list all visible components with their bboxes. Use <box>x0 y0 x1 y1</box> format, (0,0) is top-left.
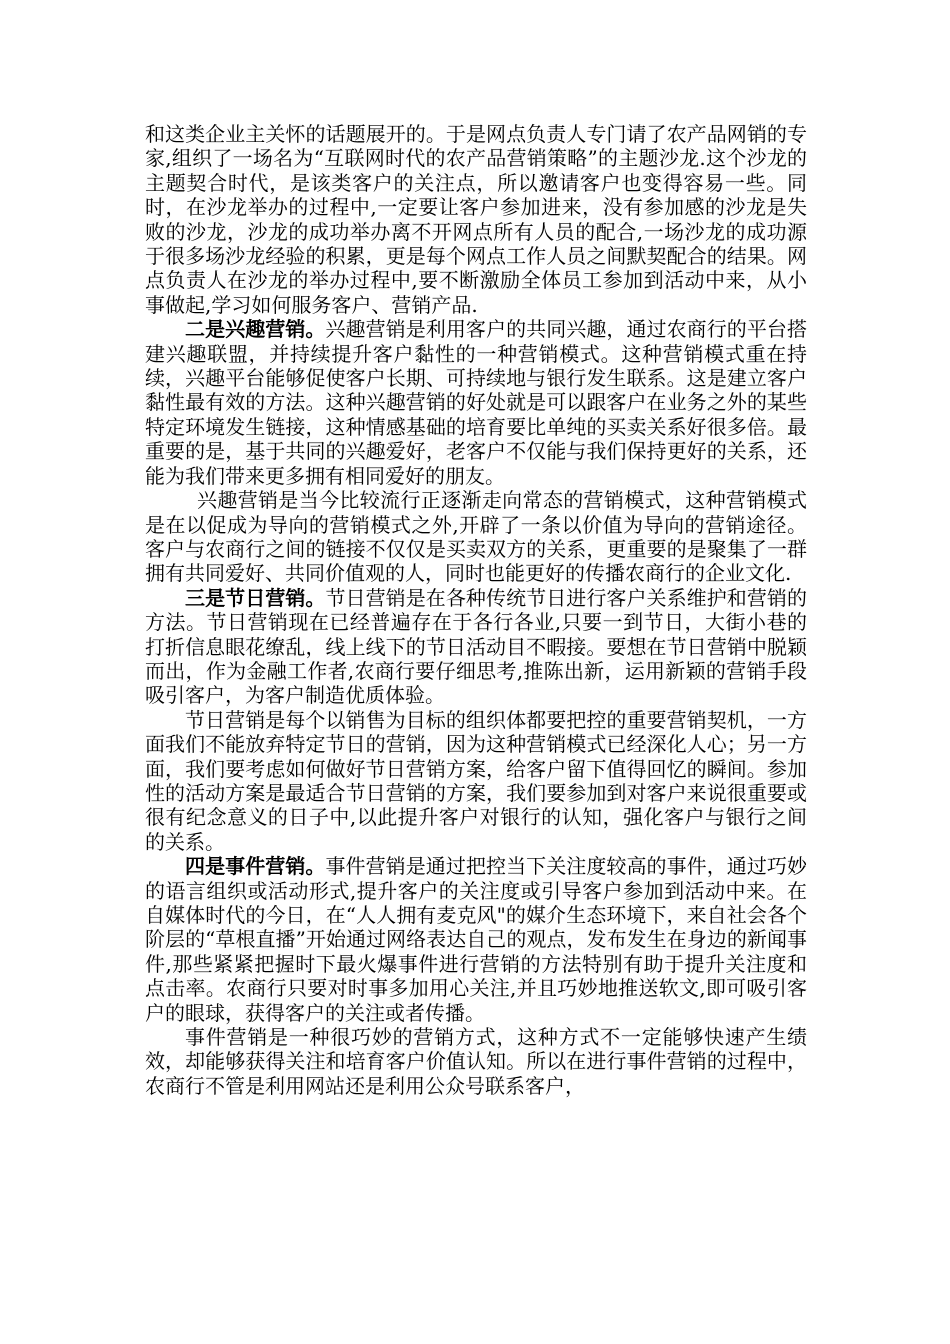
paragraph-text: 事件营销是一种很巧妙的营销方式，这种方式不一定能够快速产生绩效，却能够获得关注和培育客户价值认知。所以在进行事件营销的过程中，农商行不管是利用网站还是利用公众号联系客户， <box>145 1025 807 1098</box>
paragraph-interest-marketing <box>145 317 807 488</box>
paragraph-interest-marketing-value <box>145 488 807 586</box>
paragraph-salon-continuation <box>145 122 807 317</box>
paragraph-text: 节日营销是在各种传统节日进行客户关系维护和营销的方法。节日营销现在已经普遍存在于各行各业,只要一到节日，大街小巷的打折信息眼花缭乱，线上线下的节日活动目不暇接。要想在节日营销中脱颖而出，作为金融工作者,农商行要仔细思考,推陈出新，运用新颖的营销手段吸引客户，为客户制造优质体验。 <box>145 585 808 708</box>
paragraph-text: 兴趣营销是当今比较流行正逐渐走向常态的营销模式，这种营销模式是在以促成为导向的营销模式之外,开辟了一条以价值为导向的营销途径。客户与农商行之间的链接不仅仅是买卖双方的关系，更重要的是聚集了一群拥有共同爱好、共同价值观的人，同时也能更好的传播农商行的企业文化. <box>145 488 807 586</box>
paragraph-holiday-marketing <box>145 586 807 708</box>
paragraph-text: 事件营销是通过把控当下关注度较高的事件，通过巧妙的语言组织或活动形式,提升客户的关注度或引导客户参加到活动中来。在自媒体时代的今日，在“人人拥有麦克风"的媒介生态环境下，来自社会各个阶层的“草根直播”开始通过网络表达自己的观点，发布发生在身边的新闻事件,那些紧紧把握时下最火爆事件进行营销的方法特别有助于提升关注度和点击率。农商行只要对时事多加用心关注,并且巧妙地推送软文,即可吸引客户的眼球，获得客户的关注或者传播。 <box>145 854 808 1025</box>
section-heading-interest-marketing: 二是兴趣营销。 <box>185 317 326 342</box>
paragraph-event-marketing <box>145 854 807 1025</box>
section-heading-holiday-marketing: 三是节日营销。 <box>185 585 326 610</box>
paragraph-holiday-marketing-opportunity <box>145 708 807 854</box>
section-heading-event-marketing: 四是事件营销。 <box>185 854 326 879</box>
paragraph-text: 节日营销是每个以销售为目标的组织体都要把控的重要营销契机，一方面我们不能放弃特定节日的营销，因为这种营销模式已经深化人心；另一方面，我们要考虑如何做好节日营销方案，给客户留下值得回忆的瞬间。参加性的活动方案是最适合节日营销的方案，我们要参加到对客户来说很重要或很有纪念意义的日子中,以此提升客户对银行的认知，强化客户与银行之间的关系。 <box>145 707 807 854</box>
paragraph-text: 和这类企业主关怀的话题展开的。于是网点负责人专门请了农产品网销的专家,组织了一场名为“互联网时代的农产品营销策略”的主题沙龙.这个沙龙的主题契合时代，是该类客户的关注点，所以邀请客户也变得容易一些。同时，在沙龙举办的过程中,一定要让客户参加进来，没有参加感的沙龙是失败的沙龙，沙龙的成功举办离不开网点所有人员的配合,一场沙龙的成功源于很多场沙龙经验的积累，更是每个网点工作人员之间默契配合的结果。网点负责人在沙龙的举办过程中,要不断激励全体员工参加到活动中来，从小事做起,学习如何服务客户、营销产品. <box>145 122 807 317</box>
paragraph-event-marketing-method <box>145 1025 807 1098</box>
document-body <box>145 122 807 1098</box>
paragraph-text: 兴趣营销是利用客户的共同兴趣，通过农商行的平台搭建兴趣联盟，并持续提升客户黏性的一种营销模式。这种营销模式重在持续，兴趣平台能够促使客户长期、可持续地与银行发生联系。这是建立客户黏性最有效的方法。这种兴趣营销的好处就是可以跟客户在业务之外的某些特定环境发生链接，这种情感基础的培育要比单纯的买卖关系好很多倍。最重要的是，基于共同的兴趣爱好，老客户不仅能与我们保持更好的关系，还能为我们带来更多拥有相同爱好的朋友。 <box>145 317 808 488</box>
